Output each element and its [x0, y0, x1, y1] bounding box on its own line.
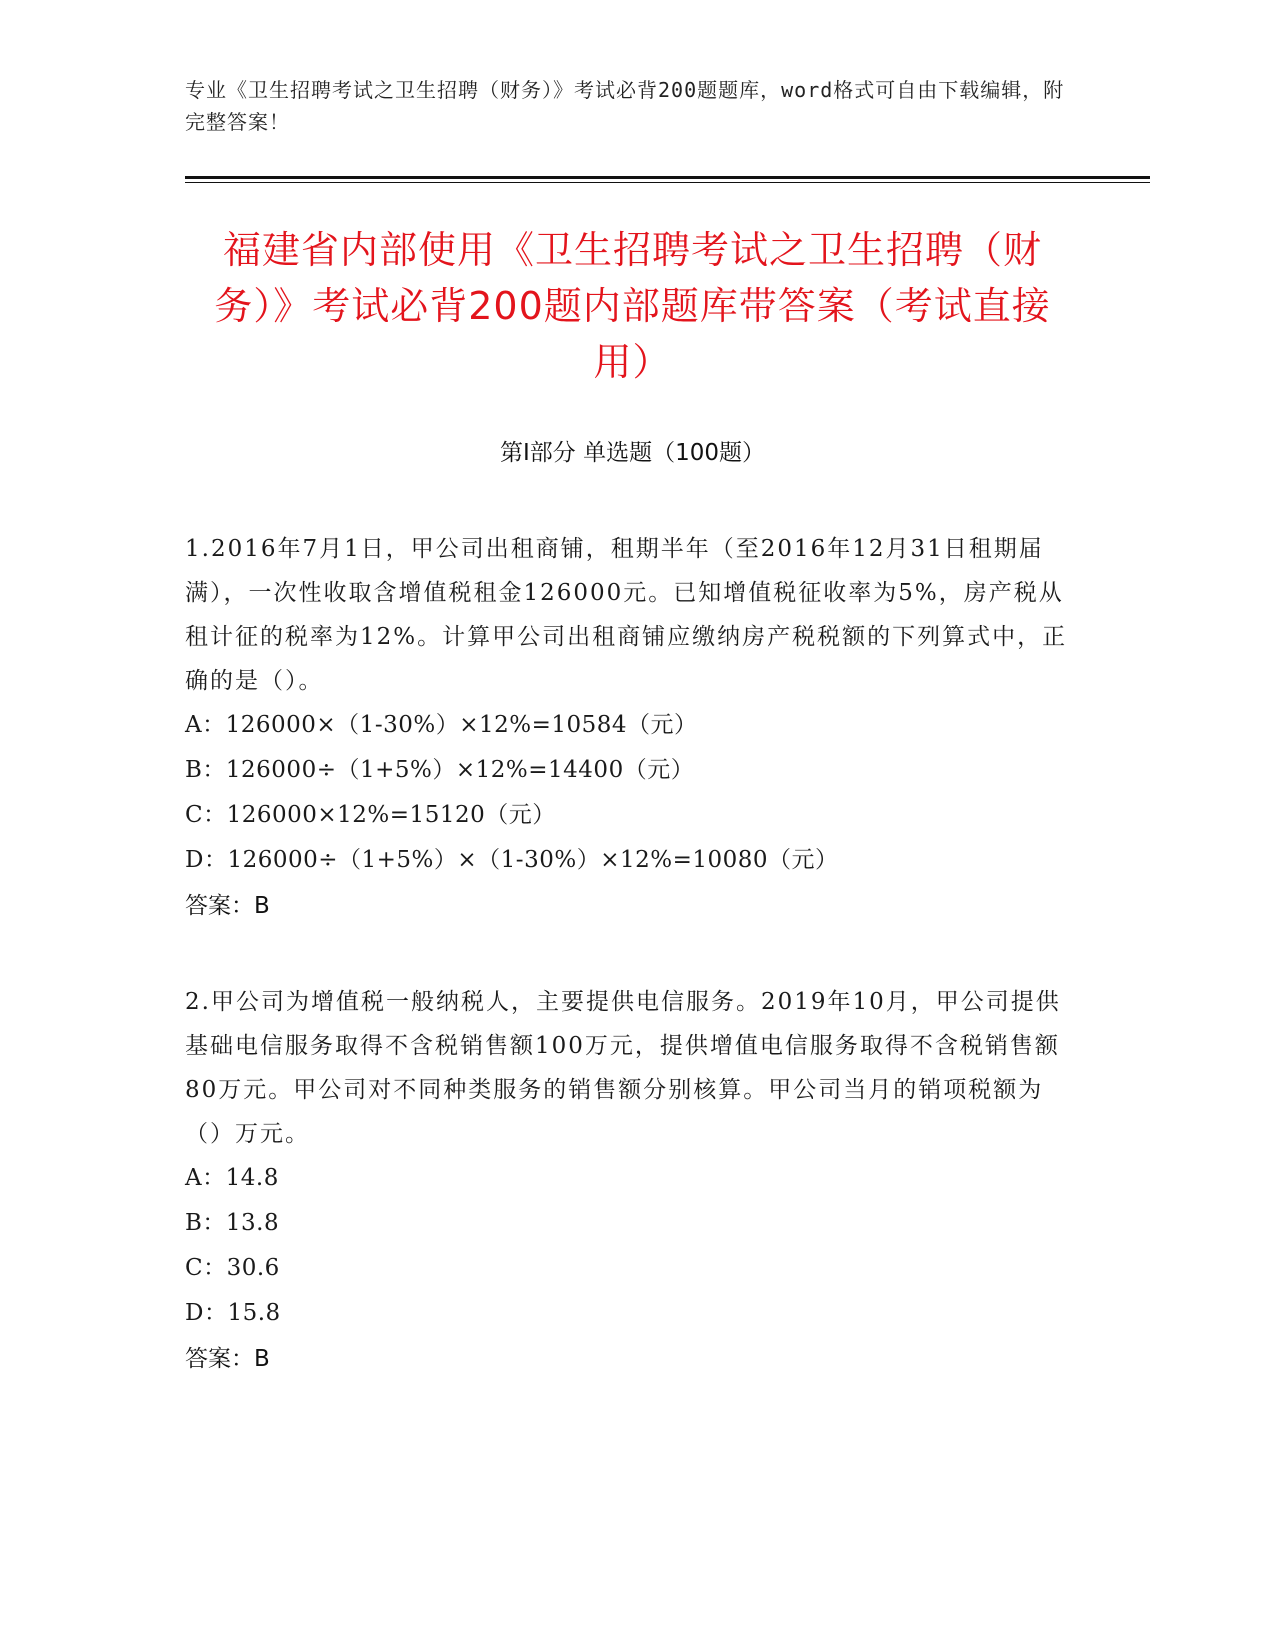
option-d: D：126000÷（1+5%）×（1-30%）×12%=10080（元） — [185, 847, 839, 873]
option-a: A：126000×（1-30%）×12%=10584（元） — [185, 712, 698, 738]
option-a: A：14.8 — [185, 1165, 279, 1191]
question-stem: 1.2016年7月1日，甲公司出租商铺，租期半年（至2016年12月31日租期届满），一次性收取含增值税租金126000元。已知增值税征收率为5%，房产税从租计征的税率为12%。计算甲公司出租商铺应缴纳房产税税额的下列算式中，正确的是（）。 — [185, 536, 1068, 694]
answer-line: 答案：B — [185, 893, 270, 919]
header-divider-thin — [185, 182, 1150, 183]
question-1 — [185, 527, 1075, 929]
header-divider-thick — [185, 176, 1150, 179]
option-c: C：30.6 — [185, 1255, 280, 1281]
option-b: B：126000÷（1+5%）×12%=14400（元） — [185, 757, 695, 783]
option-b: B：13.8 — [185, 1210, 280, 1236]
document-title: 福建省内部使用《卫生招聘考试之卫生招聘（财务）》考试必背200题内部题库带答案（考试直接用） — [214, 228, 1051, 384]
question-2 — [185, 980, 1075, 1382]
option-c: C：126000×12%=15120（元） — [185, 802, 556, 828]
option-d: D：15.8 — [185, 1300, 281, 1326]
header-note: 专业《卫生招聘考试之卫生招聘（财务）》考试必背200题题库，word格式可自由下载编辑，附完整答案！ — [185, 78, 1065, 134]
question-stem: 2.甲公司为增值税一般纳税人，主要提供电信服务。2019年10月，甲公司提供基础电信服务取得不含税销售额100万元，提供增值电信服务取得不含税销售额80万元。甲公司对不同种类服务的销售额分别核算。甲公司当月的销项税额为（）万元。 — [185, 989, 1061, 1147]
section-heading: 第Ⅰ部分 单选题（100题） — [500, 440, 765, 466]
answer-line: 答案：B — [185, 1346, 270, 1372]
